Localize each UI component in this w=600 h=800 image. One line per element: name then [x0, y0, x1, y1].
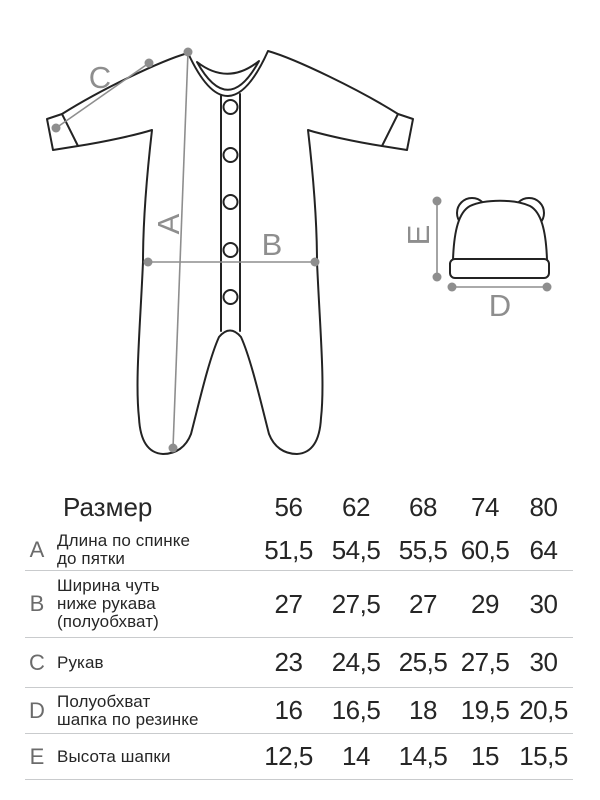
measure-label-e: E: [401, 224, 436, 246]
hat-brim: [450, 259, 549, 278]
snap-button: [224, 148, 238, 162]
row-value: 25,5: [398, 647, 448, 677]
row-value: 30: [529, 647, 558, 677]
row-value: 14,5: [398, 741, 448, 771]
measure-label-a: A: [151, 213, 186, 235]
row-letter: E: [29, 743, 45, 769]
snap-button: [224, 243, 238, 257]
row-label: Полуобхват шапка по резинке: [57, 691, 199, 729]
row-label: Длина по спинке до пятки: [57, 531, 191, 568]
row-value: 27,5: [331, 588, 381, 619]
size-column-header: 74: [471, 492, 499, 522]
size-column-header: 62: [342, 492, 370, 522]
row-value: 16,5: [331, 695, 381, 725]
row-value: 23: [274, 647, 303, 677]
size-column-header: 56: [274, 492, 303, 522]
hat-drawing: [450, 198, 549, 278]
table-row: [25, 571, 573, 638]
measure-dot: [543, 283, 552, 292]
row-value: 27,5: [460, 647, 510, 677]
row-label: Высота шапки: [57, 746, 171, 766]
measure-dot: [52, 124, 61, 133]
hat-dome: [453, 201, 547, 260]
row-letter: C: [29, 649, 45, 675]
size-table: [25, 485, 573, 780]
row-value: 19,5: [460, 695, 510, 725]
row-value: 27: [409, 588, 437, 619]
measure-label-d: D: [488, 288, 512, 323]
row-value: 16: [274, 695, 303, 725]
snap-button: [224, 290, 238, 304]
row-value: 15: [471, 741, 499, 771]
row-label: Ширина чуть ниже рукава (полуобхват): [57, 576, 160, 631]
row-value: 20,5: [519, 695, 568, 725]
row-letter: D: [29, 697, 45, 723]
row-value: 29: [471, 588, 499, 619]
snap-button: [224, 100, 238, 114]
table-header-row: [25, 485, 573, 530]
row-letter: A: [29, 537, 45, 562]
row-value: 30: [529, 588, 558, 619]
table-title: Размер: [63, 492, 153, 522]
table-row: [25, 638, 573, 688]
measure-dot: [144, 258, 153, 267]
row-value: 51,5: [264, 534, 313, 565]
table-row: [25, 530, 573, 571]
size-column-header: 80: [529, 492, 558, 522]
row-value: 27: [274, 588, 303, 619]
row-value: 14: [342, 741, 370, 771]
row-value: 15,5: [519, 741, 568, 771]
measure-dot: [311, 258, 320, 267]
row-value: 64: [529, 534, 558, 565]
measure-dot: [145, 59, 154, 68]
row-value: 55,5: [398, 534, 448, 565]
measure-dot: [184, 48, 193, 57]
table-row: [25, 688, 573, 734]
measure-label-b: B: [261, 227, 283, 262]
measure-dot: [433, 197, 442, 206]
row-value: 12,5: [264, 741, 313, 771]
measure-dot: [169, 444, 178, 453]
row-value: 24,5: [331, 647, 381, 677]
row-value: 18: [409, 695, 437, 725]
table-row: [25, 734, 573, 780]
romper-drawing: [47, 51, 413, 454]
size-column-header: 68: [409, 492, 437, 522]
measure-label-c: C: [88, 60, 112, 95]
row-label: Рукав: [57, 652, 104, 672]
row-letter: B: [29, 591, 45, 616]
measure-dot: [448, 283, 457, 292]
row-value: 60,5: [460, 534, 510, 565]
measure-dot: [433, 273, 442, 282]
row-value: 54,5: [331, 534, 381, 565]
snap-button: [224, 195, 238, 209]
